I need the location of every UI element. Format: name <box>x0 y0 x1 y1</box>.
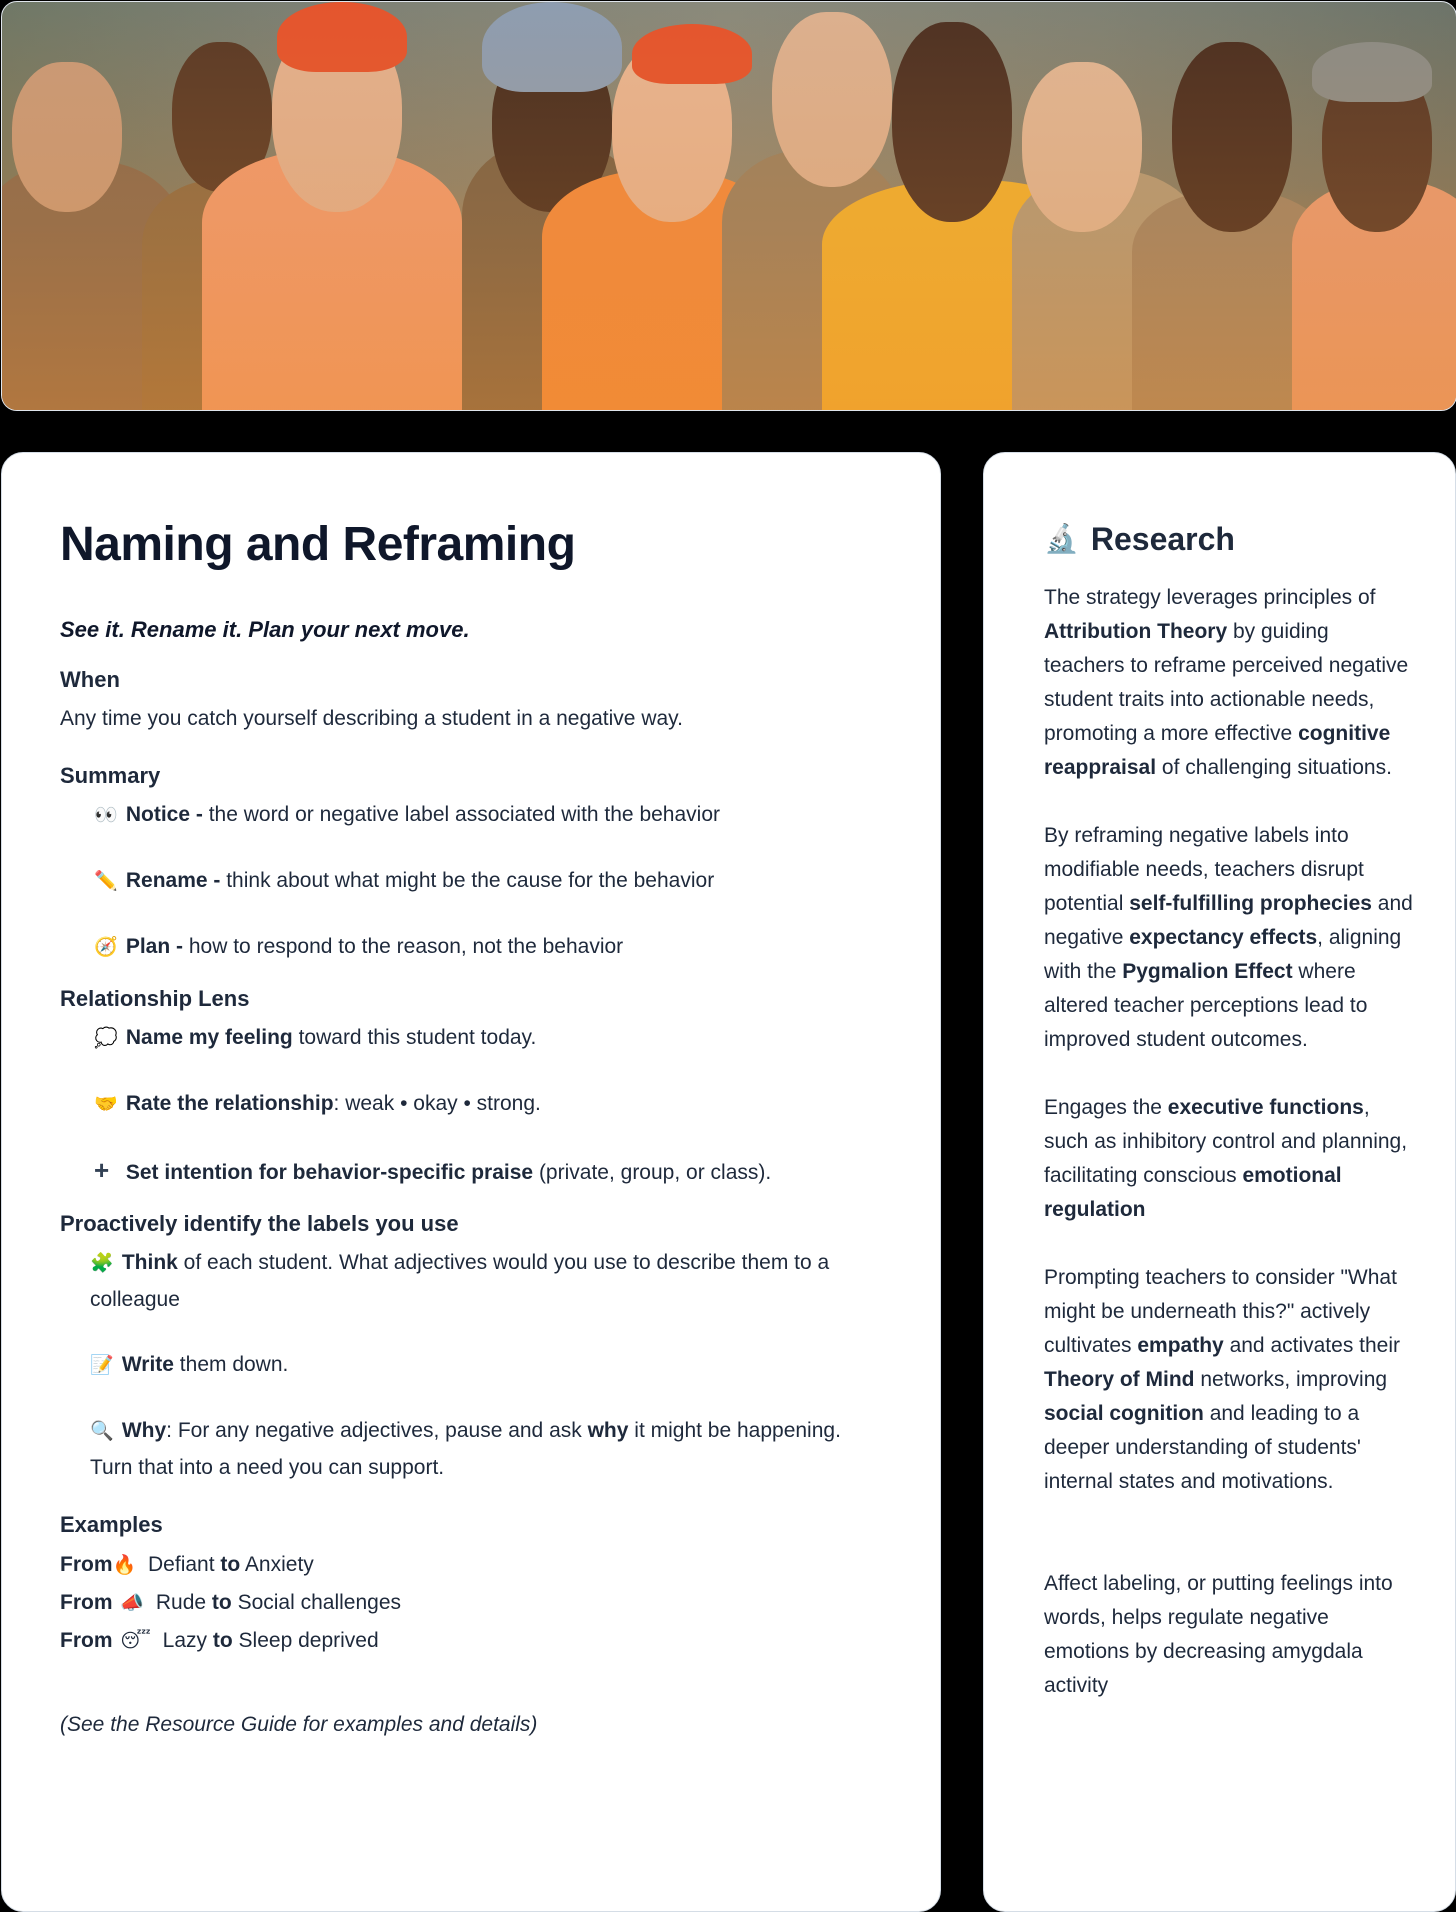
example-from: Defiant <box>148 1553 215 1576</box>
lens-item-praise <box>94 1152 882 1191</box>
lens-item-label: Rate the relationship <box>125 1092 334 1115</box>
research-emphasis: self-fulfilling prophecies <box>1129 892 1372 915</box>
strategy-card <box>1 452 941 1912</box>
research-emphasis: emotional regulation <box>1044 1164 1342 1221</box>
when-section <box>60 665 882 737</box>
lens-item-text: toward this student today. <box>292 1026 537 1049</box>
research-paragraph <box>1044 1091 1415 1227</box>
summary-section <box>60 761 882 966</box>
research-emphasis: social cognition <box>1044 1402 1204 1425</box>
labels-item-text: : For any negative adjectives, pause and ask <box>166 1419 588 1442</box>
research-text: Affect labeling, or putting feelings into words, helps regulate negative emotions by decreasing amygdala activity <box>1044 1572 1393 1697</box>
research-emphasis: Theory of Mind <box>1044 1368 1195 1391</box>
thought-bubble-icon: 💭 <box>94 1028 118 1049</box>
example-item <box>60 1584 882 1622</box>
summary-item-label: Notice - <box>125 803 203 826</box>
research-text: by guiding teachers to reframe perceived negative student traits into actionable needs, promoting a more effective <box>1044 620 1409 745</box>
research-text: The strategy leverages principles of <box>1044 586 1376 609</box>
relationship-lens-list <box>60 1020 882 1191</box>
puzzle-icon: 🧩 <box>90 1253 114 1274</box>
research-card <box>983 452 1456 1912</box>
summary-item-plan <box>94 929 882 966</box>
research-text: , such as inhibitory control and planning, facilitating conscious <box>1044 1096 1408 1187</box>
research-emphasis: empathy <box>1137 1334 1224 1357</box>
summary-item-rename <box>94 863 882 900</box>
when-heading: When <box>60 667 120 692</box>
from-label: From <box>60 1629 113 1652</box>
lens-item-rate <box>94 1086 882 1123</box>
from-label: From <box>60 1591 113 1614</box>
research-text: where altered teacher perceptions lead to improved student outcomes. <box>1044 960 1368 1051</box>
to-label: to <box>212 1629 233 1652</box>
labels-item-text: of each student. What adjectives would you use to describe them to a colleague <box>90 1251 830 1311</box>
when-text: Any time you catch yourself describing a student in a negative way. <box>60 707 683 730</box>
resource-guide-note: (See the Resource Guide for examples and details) <box>60 1713 538 1736</box>
to-label: to <box>211 1591 232 1614</box>
labels-item-label: Think <box>121 1251 178 1274</box>
example-from: Rude <box>155 1591 207 1614</box>
compass-icon: 🧭 <box>94 937 118 958</box>
labels-item-label: Write <box>121 1353 174 1376</box>
summary-item-label: Plan - <box>125 935 184 958</box>
lens-item-label: Set intention for behavior-specific praise <box>125 1161 534 1184</box>
labels-item-emphasis: why <box>587 1419 629 1442</box>
labels-item-write <box>90 1347 882 1384</box>
fire-icon: 🔥 <box>112 1555 137 1576</box>
magnifier-icon: 🔍 <box>90 1421 114 1442</box>
microscope-icon: 🔬 <box>1044 523 1079 554</box>
eyes-icon: 👀 <box>94 805 118 826</box>
research-paragraph <box>1044 1567 1415 1703</box>
pencil-icon: ✏️ <box>94 871 118 892</box>
research-paragraph <box>1044 819 1415 1057</box>
summary-item-label: Rename - <box>125 869 221 892</box>
research-emphasis: executive functions <box>1167 1096 1364 1119</box>
labels-item-think <box>90 1245 882 1318</box>
hero-image <box>1 1 1456 411</box>
research-text: and negative <box>1044 892 1413 949</box>
relationship-lens-heading: Relationship Lens <box>60 986 250 1011</box>
relationship-lens-section <box>60 984 882 1191</box>
lens-item-text: (private, group, or class). <box>533 1161 772 1184</box>
page-title: Naming and Reframing <box>60 518 576 571</box>
research-emphasis: cognitive reappraisal <box>1044 722 1391 779</box>
summary-item-text: the word or negative label associated with the behavior <box>202 803 721 826</box>
example-to: Social challenges <box>237 1591 402 1614</box>
research-text: Engages the <box>1044 1096 1168 1119</box>
handshake-icon: 🤝 <box>94 1094 118 1115</box>
memo-icon: 📝 <box>90 1355 114 1376</box>
to-label: to <box>220 1553 241 1576</box>
example-to: Anxiety <box>244 1553 314 1576</box>
lens-item-text: : weak • okay • strong. <box>333 1092 541 1115</box>
research-paragraph <box>1044 1261 1415 1499</box>
research-text: Prompting teachers to consider "What might be underneath this?" actively cultivates <box>1044 1266 1397 1357</box>
research-text: and leading to a deeper understanding of students' internal states and motivations. <box>1044 1402 1361 1493</box>
summary-item-text: think about what might be the cause for the behavior <box>220 869 715 892</box>
identify-labels-list <box>60 1245 882 1486</box>
research-emphasis: expectancy effects <box>1129 926 1318 949</box>
research-paragraph <box>1044 581 1415 785</box>
research-heading <box>1044 517 1415 561</box>
identify-labels-section <box>60 1209 882 1486</box>
examples-list <box>60 1546 882 1660</box>
lens-item-feeling <box>94 1020 882 1057</box>
tagline: See it. Rename it. Plan your next move. <box>60 617 470 642</box>
from-label: From <box>60 1553 113 1576</box>
examples-heading: Examples <box>60 1512 163 1537</box>
summary-list <box>60 797 882 966</box>
example-item <box>60 1546 882 1584</box>
plus-icon: + <box>94 1155 110 1185</box>
example-from: Lazy <box>162 1629 208 1652</box>
summary-item-text: how to respond to the reason, not the behavior <box>183 935 624 958</box>
labels-item-label: Why <box>121 1419 167 1442</box>
summary-heading: Summary <box>60 763 161 788</box>
research-text: , aligning with the <box>1044 926 1402 983</box>
summary-item-notice <box>94 797 882 834</box>
examples-section <box>60 1510 882 1660</box>
labels-item-text: it might be happening. Turn that into a need you can support. <box>90 1419 841 1479</box>
lens-item-label: Name my feeling <box>125 1026 293 1049</box>
research-text: and activates their <box>1223 1334 1400 1357</box>
research-text: networks, improving <box>1194 1368 1388 1391</box>
orange-tint-overlay <box>2 2 1456 410</box>
research-emphasis: Attribution Theory <box>1044 620 1228 643</box>
identify-labels-heading: Proactively identify the labels you use <box>60 1211 459 1236</box>
research-emphasis: Pygmalion Effect <box>1122 960 1293 983</box>
research-text: of challenging situations. <box>1156 756 1392 779</box>
research-text: By reframing negative labels into modifiable needs, teachers disrupt potential <box>1044 824 1364 915</box>
labels-item-why <box>90 1413 882 1486</box>
labels-item-text: them down. <box>173 1353 289 1376</box>
megaphone-icon: 📣 <box>120 1593 145 1614</box>
example-item <box>60 1622 882 1660</box>
example-to: Sleep deprived <box>238 1629 379 1652</box>
sleeping-face-icon: 😴 <box>120 1631 151 1652</box>
research-title: Research <box>1090 521 1235 557</box>
